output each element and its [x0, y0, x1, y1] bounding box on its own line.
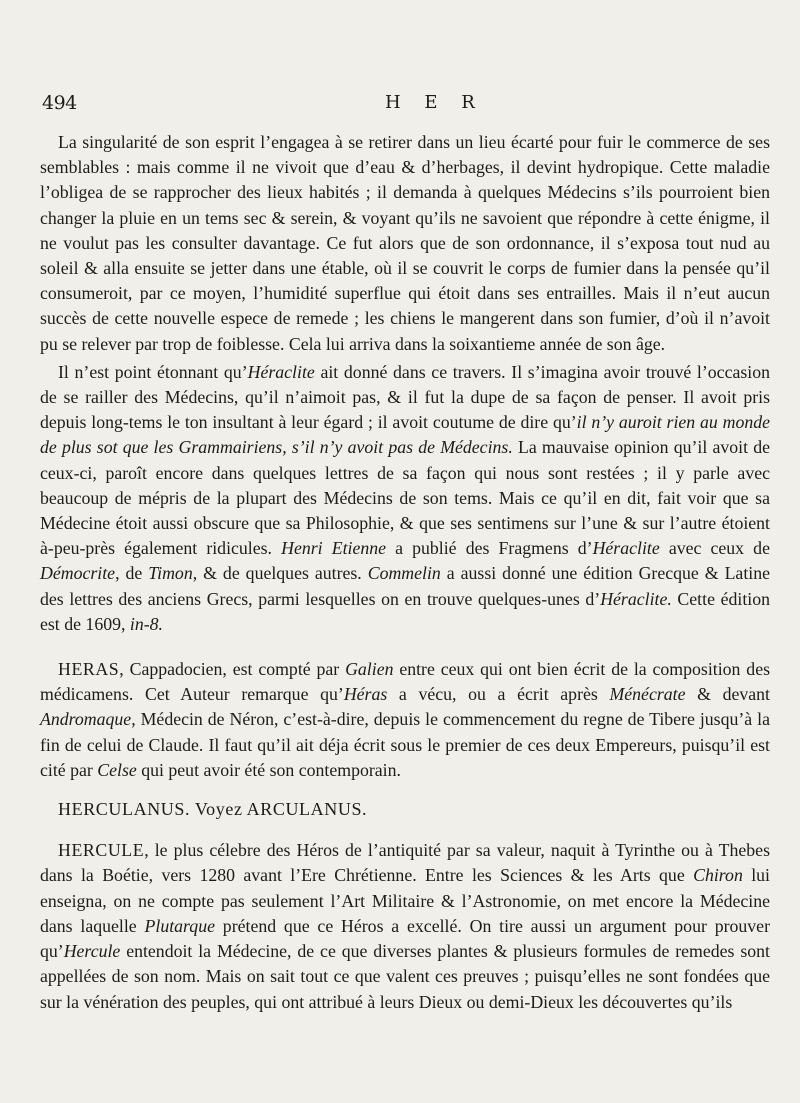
text-run: qui peut avoir été son contemporain.	[136, 759, 401, 780]
text-run: HERCULANUS. Voyez ARCULANUS.	[58, 799, 368, 820]
italic-run: Galien	[345, 659, 394, 680]
italic-run: Henri Etienne	[281, 538, 387, 559]
italic-run: Chiron	[693, 865, 743, 886]
italic-run: Commelin	[367, 563, 441, 584]
text-run: La singularité de son esprit l’engagea à se retirer dans un lieu écarté pour fuir le commerce de ses semblables : mais comme il ne vivoit que d’eau & d’herbages, il devint hydropique. Cette maladie l’obligea de se rapprocher des lieux habités ; il demanda à quelques Médecins s’ils pourroient bien changer la pluie en un tems sec & serein, & voyant qu’ils ne savoient que répondre à cette énigme, il ne voulut pas les consulter davantage. Ce fut alors que de son ordonnance, il s’exposa tout nud au soleil & alla ensuite se jetter dans une étable, où il se couvrit le corps de fumier dans la pensée qu’il consumeroit, par ce moyen, l’humidité superflue qui étoit dans ses entrailles. Mais il n’eut aucun succès de cette nouvelle espece de remede ; les chiens le mangerent dans son fumier, d’où il n’avoit pu se relever par trop de foiblesse. Cela lui arriva dans la soixantieme année de son âge.	[40, 132, 770, 354]
italic-run: Démocrite	[40, 563, 116, 584]
entry-hercule	[40, 838, 770, 1014]
text-run: , Médecin de Néron, c’est-à-dire, depuis le commencement du regne de Tibere jusqu’à la fin de celui de Claude. Il faut qu’il ait déja écrit sous le premier de ces deux Empereurs, puisqu’il est cité par	[40, 709, 770, 780]
text-run: Il n’est point étonnant qu’	[58, 361, 248, 382]
italic-run: il n’y auroit rien au monde de plus sot que les Grammairiens, s’il n’y avoit pas de Médecins.	[40, 412, 771, 458]
page-header	[42, 92, 772, 120]
text-run: , & de quelques autres.	[192, 563, 368, 584]
text-run: entendoit la Médecine, de ce que diverses plantes & plusieurs formules de remedes sont appellées de son nom. Mais on sait tout ce que valent ces preuves ; puisqu’elles ne sont fondées que sur la vénération des peuples, qui ont attribué à leurs Dieux ou demi-Dieux les découvertes qu’ils	[40, 941, 770, 1012]
italic-run: Plutarque	[144, 915, 215, 936]
italic-run: Andromaque	[40, 709, 132, 730]
text-run: a aussi donné une édition Grecque & Latine des lettres des anciens Grecs, parmi lesquelles on en trouve quelques-unes d’	[40, 563, 770, 609]
italic-run: Héraclite	[247, 361, 315, 382]
italic-run: Timon	[148, 563, 193, 584]
body-text	[40, 130, 770, 1015]
italic-run: Héraclite	[592, 538, 660, 559]
text-run: a publié des Fragmens d’	[386, 538, 593, 559]
italic-run: Ménécrate	[609, 684, 686, 705]
text-run: HERCULE	[58, 840, 145, 861]
entry-heras	[40, 657, 770, 783]
paragraph-heraclite-death	[40, 130, 770, 357]
text-run: , Cappadocien, est compté par	[119, 659, 346, 680]
italic-run: Celse	[97, 759, 137, 780]
text-run: Cette édition est de 1609,	[40, 588, 770, 634]
text-run: avec ceux de	[659, 538, 770, 559]
text-run: , de	[115, 563, 149, 584]
paragraph-heraclite-opinion	[40, 360, 770, 637]
text-run: HERAS	[58, 659, 120, 680]
text-run: & devant	[685, 684, 770, 705]
italic-run: Héraclite.	[600, 588, 672, 609]
text-run: ait donné dans ce travers. Il s’imagina avoir trouvé l’occasion de se railler des Médecins, qu’il n’aimoit pas, & il fut la dupe de sa façon de penser. Il avoit pris depuis long-tems le ton insultant à leur égard ; il avoit coutume de dire qu’	[40, 361, 770, 433]
text-run: La mauvaise opinion qu’il avoit de ceux-ci, paroît encore dans quelques lettres de sa façon qui nous sont restées ; il y parle avec beaucoup de mépris de la plupart des Médecins de son tems. Mais ce qu’il en dit, fait voir que sa Médecine étoit aussi obscure que sa Philosophie, & que ses sentimens sur l’une & sur l’autre étoient à-peu-près également ridicules.	[40, 437, 771, 559]
running-head: H E R	[385, 92, 484, 113]
entry-herculanus-crossref	[40, 797, 770, 822]
italic-run: Héras	[343, 684, 388, 705]
text-run: lui enseigna, on ne compte pas seulement l’Art Militaire & l’Astronomie, on met encore la Médecine dans laquelle	[40, 865, 770, 936]
text-run: , le plus célebre des Héros de l’antiquité par sa valeur, naquit à Tyrinthe ou à Thebes dans la Boétie, vers 1280 avant l’Ere Chrétienne. Entre les Sciences & les Arts que	[40, 840, 770, 886]
text-run: entre ceux qui ont bien écrit de la composition des médicamens. Cet Auteur remarque qu’	[40, 659, 770, 705]
text-run: prétend que ce Héros a excellé. On tire aussi un argument pour prouver qu’	[40, 915, 770, 962]
italic-run: Hercule	[63, 941, 121, 962]
italic-run: in-8.	[129, 613, 163, 634]
page-number: 494	[42, 92, 77, 114]
text-run: a vécu, ou a écrit après	[387, 684, 610, 705]
